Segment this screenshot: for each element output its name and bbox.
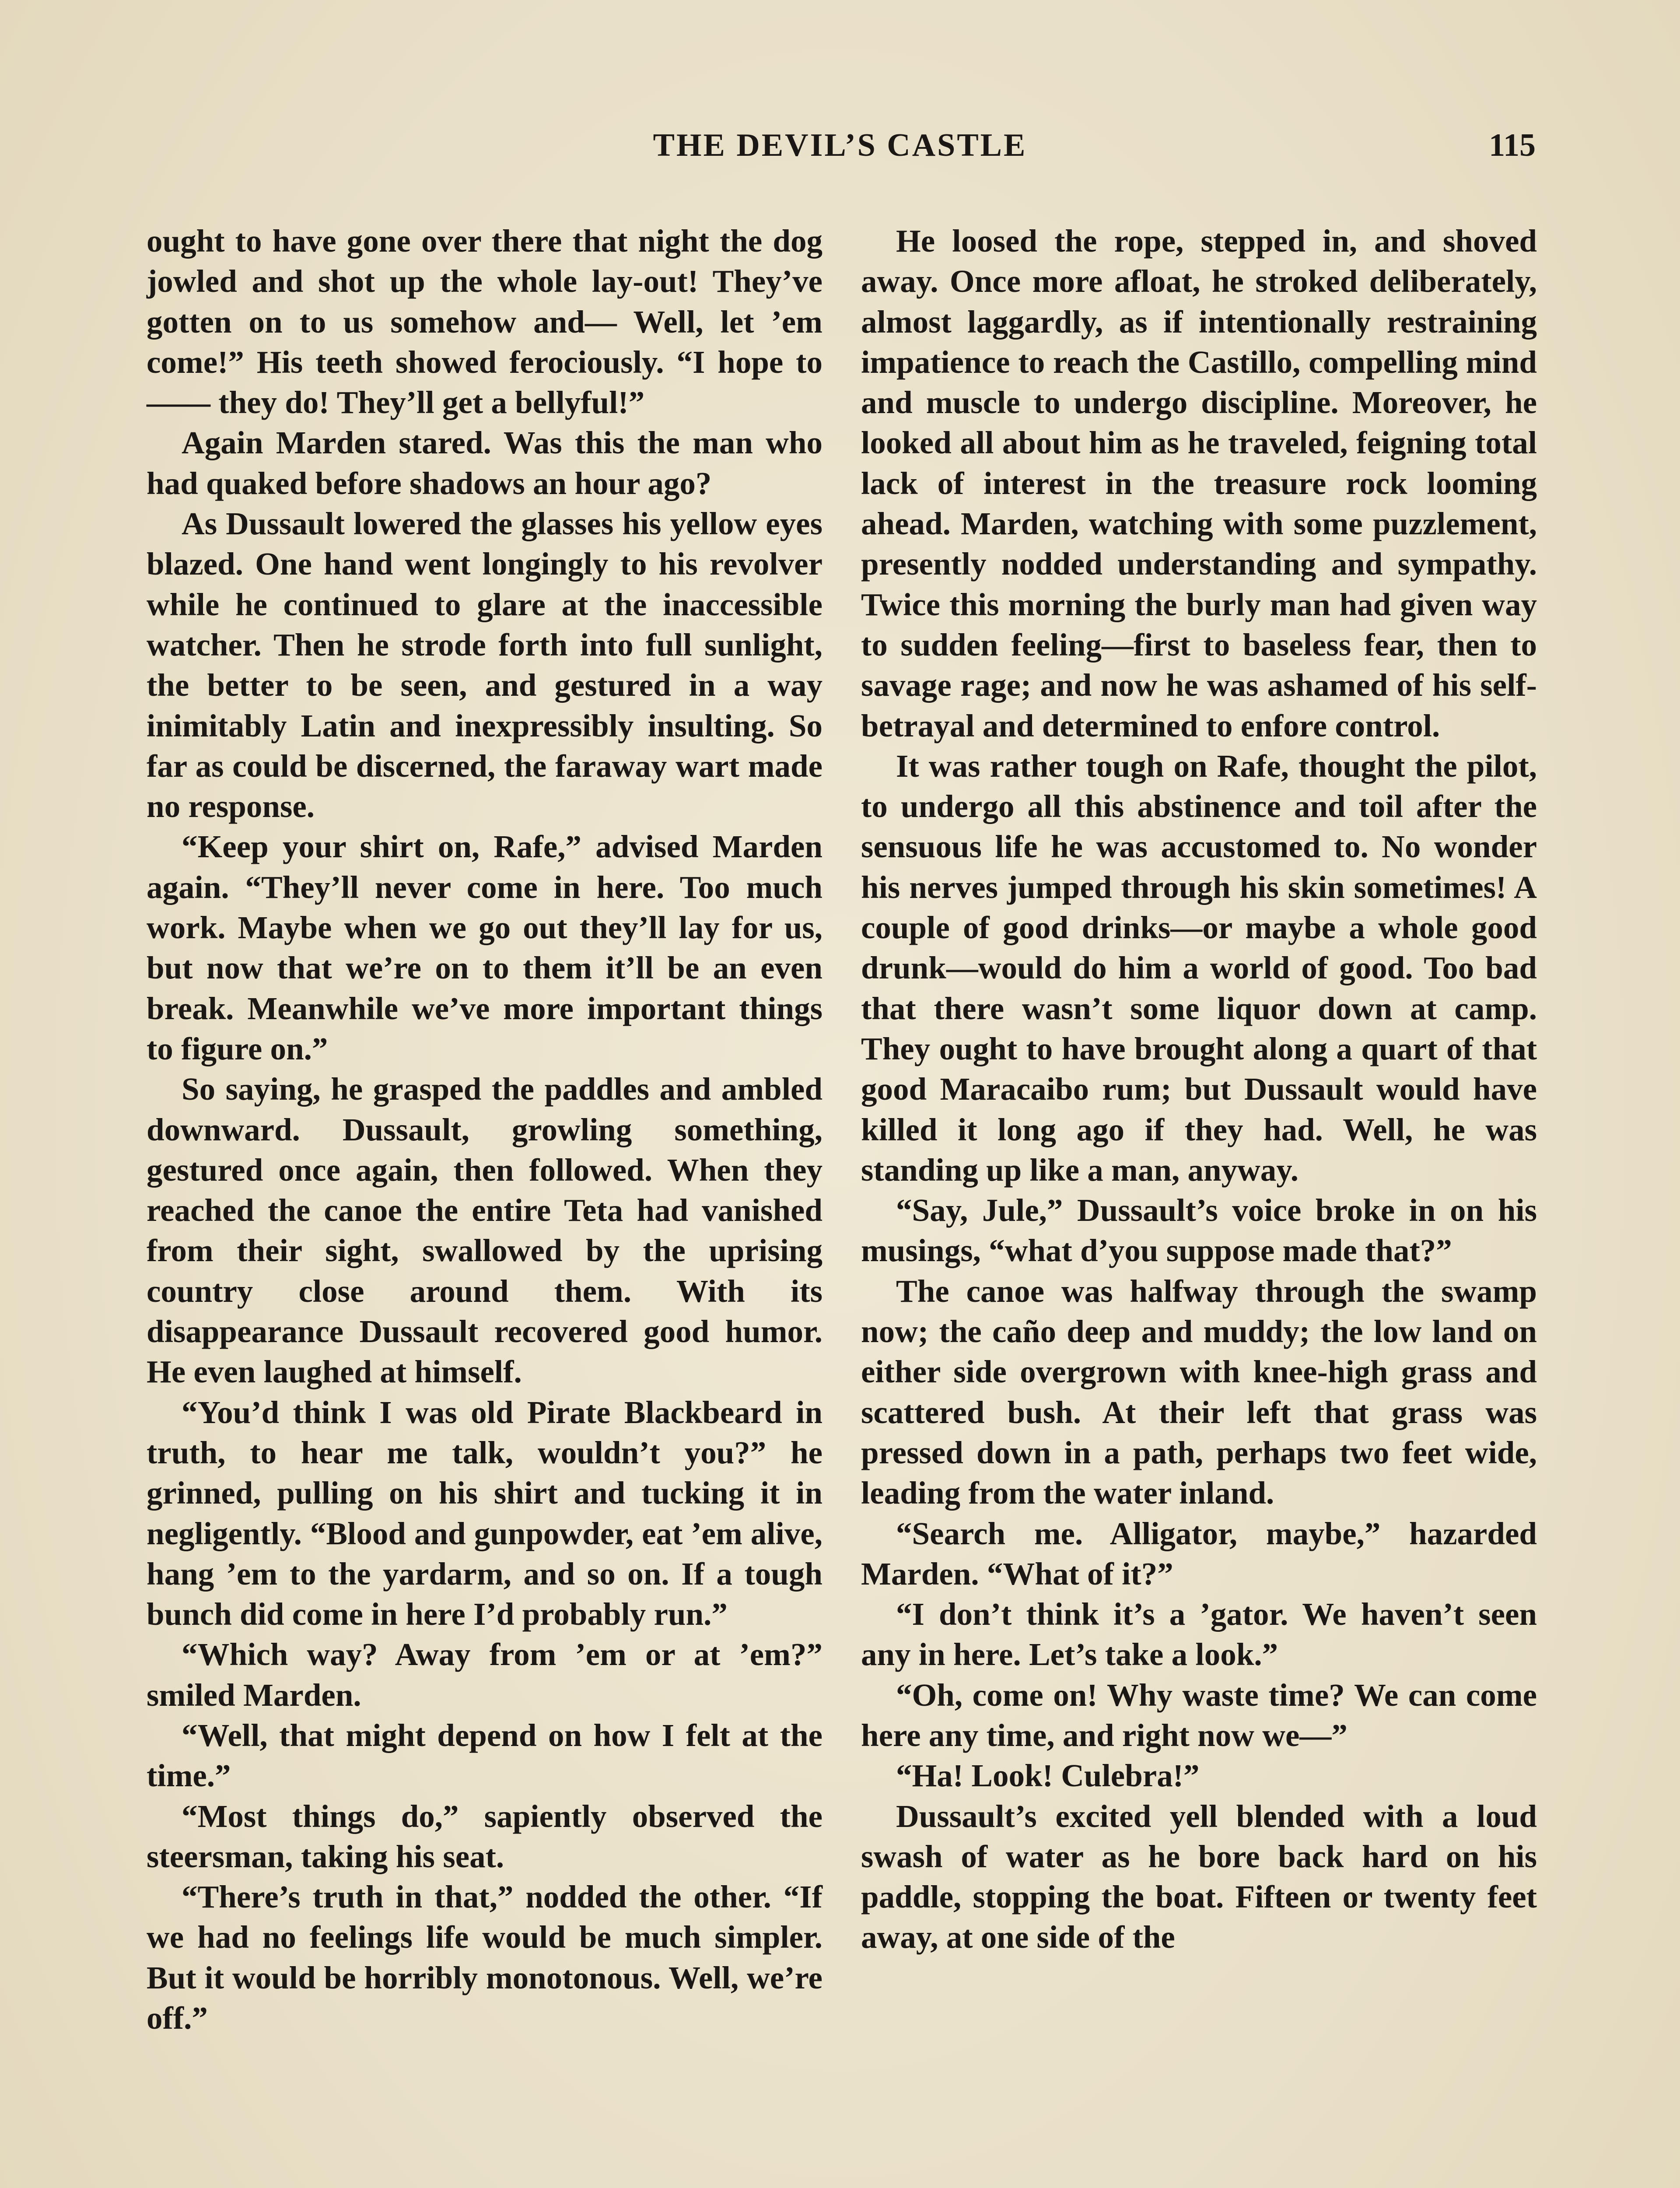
paragraph: “Say, Jule,” Dussault’s voice broke in on his musings, “what d’you suppose made that?” (861, 1192, 1537, 1269)
paragraph: “Ha! Look! Culebra!” (896, 1758, 1200, 1794)
paragraph: It was rather tough on Rafe, thought the pilot, to undergo all this abstinence and toil after the sensuous life he was accustomed to. No wonder his nerves jumped through his skin sometimes! A couple of good drinks—or maybe a whole good drunk—would do him a world of good. Too bad that there wasn’t some liquor down at camp. They ought to have brought along a quart of that good Maracaibo rum; but Dussault would have killed it long ago if they had. Well, he was standing up like a man, anyway. (861, 748, 1537, 1188)
paragraph: “Keep your shirt on, Rafe,” advised Marden again. “They’ll never come in here. Too much work. Maybe when we go out they’ll lay for us, but now that we’re on to them it’ll be an even break. Meanwhile we’ve more important things to figure on.” (147, 829, 822, 1066)
paragraph: “There’s truth in that,” nodded the other. “If we had no feelings life would be much simpler. But it would be horribly monotonous. Well, we’re off.” (147, 1879, 822, 2036)
paragraph: “I don’t think it’s a ’gator. We haven’t seen any in here. Let’s take a look.” (861, 1596, 1537, 1673)
paragraph: ought to have gone over there that night the dog jowled and shot up the whole lay-out! They’ve gotten on to us somehow and— Well, let ’em come!” His teeth showed ferociously. “I hope to —— they do! They’ll get a bellyful!” (147, 223, 822, 421)
paragraph: He loosed the rope, stepped in, and shoved away. Once more afloat, he stroked deliberately, almost laggardly, as if intentionally restraining impatience to reach the Castillo, compelling mind and muscle to undergo discipline. Moreover, he looked all about him as he traveled, feigning total lack of interest in the treasure rock looming ahead. Marden, watching with some puzzlement, presently nodded understanding and sympathy. Twice this morning the burly man had given way to sudden feeling—first to baseless fear, then to savage rage; and now he was ashamed of his self-betrayal and determined to enfore control. (861, 223, 1537, 743)
paragraph: Dussault’s excited yell blended with a loud swash of water as he bore back hard on his paddle, stopping the boat. Fifteen or twenty feet away, at one side of the (861, 1798, 1537, 1955)
paragraph: “Oh, come on! Why waste time? We can come here any time, and right now we—” (861, 1677, 1537, 1753)
paragraph: “Well, that might depend on how I felt at the time.” (147, 1717, 822, 1794)
paragraph: Again Marden stared. Was this the man who had quaked before shadows an hour ago? (147, 425, 822, 501)
paragraph: “Which way? Away from ’em or at ’em?” smiled Marden. (147, 1637, 822, 1713)
right-text-column (861, 221, 1537, 1958)
paragraph: The canoe was halfway through the swamp now; the caño deep and muddy; the low land on either side overgrown with knee-high grass and scattered bush. At their left that grass was pressed down in a path, perhaps two feet wide, leading from the water inland. (861, 1273, 1537, 1511)
running-header (144, 127, 1536, 179)
paragraph: As Dussault lowered the glasses his yellow eyes blazed. One hand went longingly to his revolver while he continued to glare at the inaccessible watcher. Then he strode forth into full sunlight, the better to be seen, and gestured in a way inimitably Latin and inexpressibly insulting. So far as could be discerned, the faraway wart made no response. (147, 506, 822, 824)
paragraph: “Most things do,” sapiently observed the steersman, taking his seat. (147, 1798, 822, 1874)
page-number: 115 (1489, 127, 1536, 163)
paragraph: “You’d think I was old Pirate Blackbeard in truth, to hear me talk, wouldn’t you?” he grinned, pulling on his shirt and tucking it in negligently. “Blood and gunpowder, eat ’em alive, hang ’em to the yardarm, and so on. If a tough bunch did come in here I’d probably run.” (147, 1394, 822, 1632)
paragraph: So saying, he grasped the paddles and ambled downward. Dussault, growling something, gestured once again, then followed. When they reached the canoe the entire Teta had vanished from their sight, swallowed by the uprising country close around them. With its disappearance Dussault recovered good humor. He even laughed at himself. (147, 1071, 822, 1390)
paragraph: “Search me. Alligator, maybe,” hazarded Marden. “What of it?” (861, 1515, 1537, 1592)
page-title: THE DEVIL’S CASTLE (653, 127, 1027, 163)
left-text-column (147, 221, 822, 2038)
